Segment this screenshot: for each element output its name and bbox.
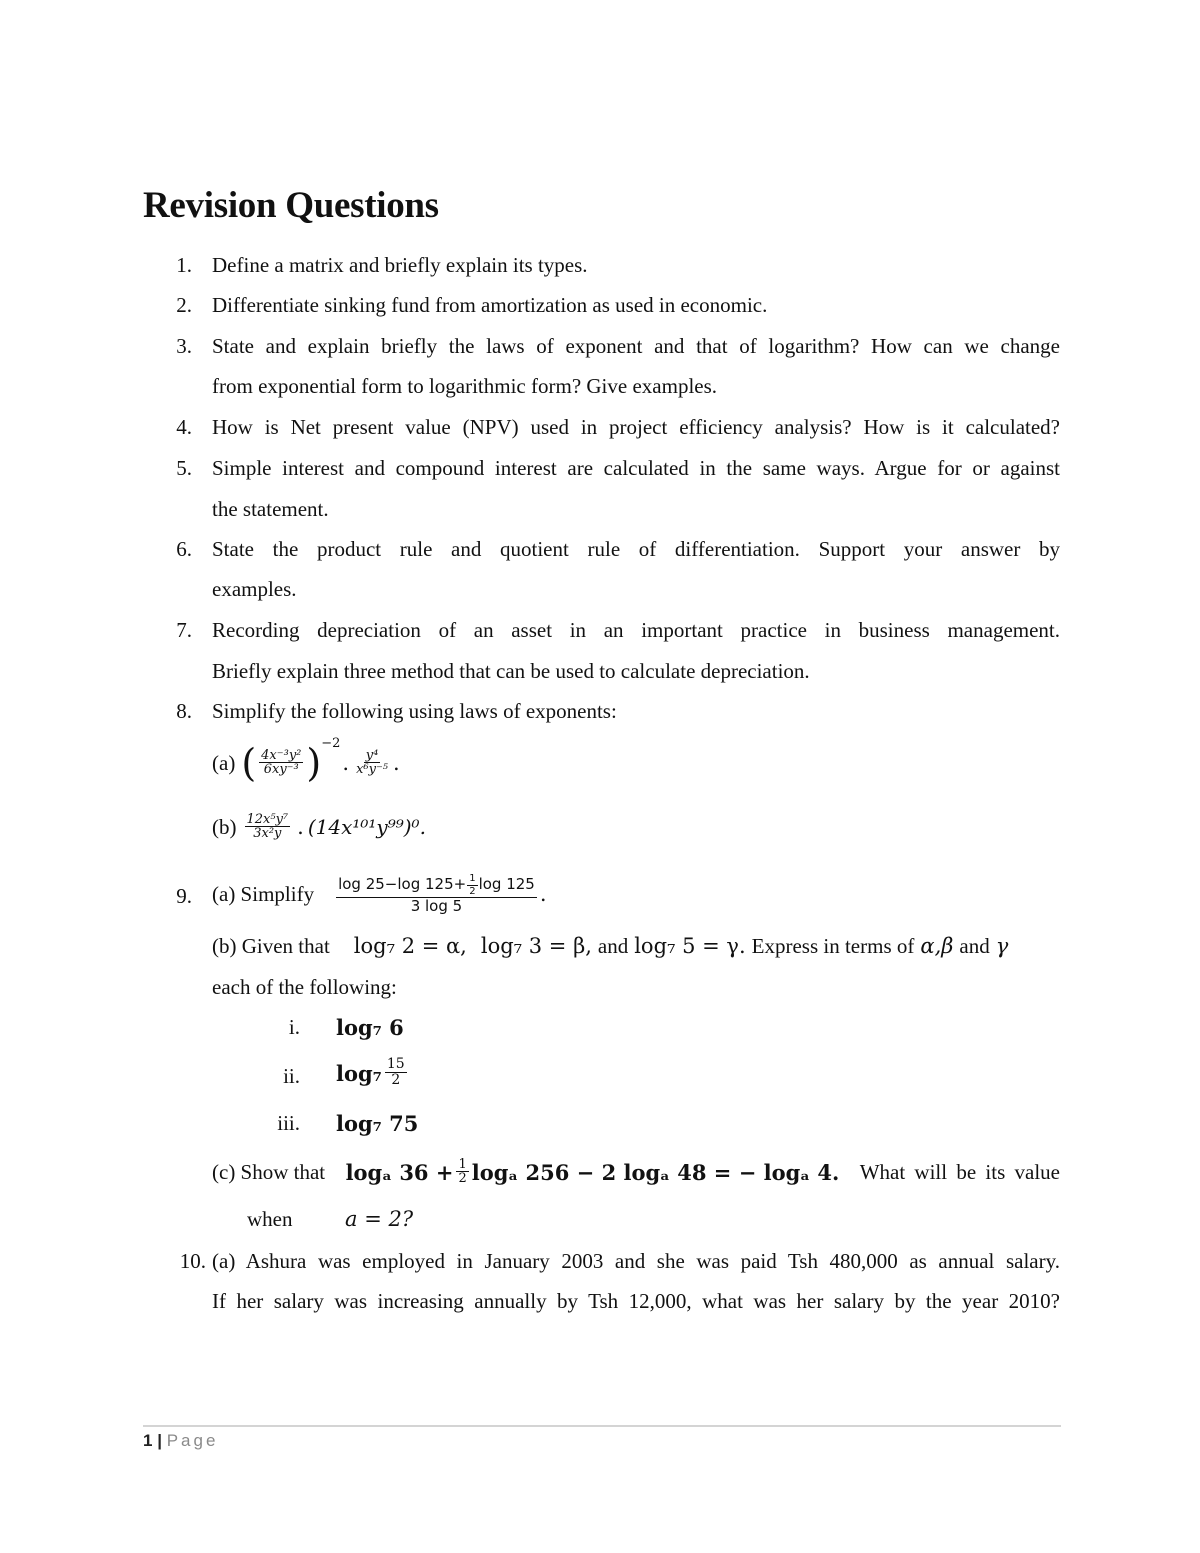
equation — [346, 1158, 840, 1187]
numerator: 15 — [386, 1056, 405, 1073]
numerator — [336, 874, 537, 898]
page-number: 1 — [143, 1431, 153, 1450]
expression: (14x¹⁰¹y⁹⁹)⁰. — [307, 815, 426, 839]
separator: | — [157, 1431, 162, 1450]
denominator: 2 — [458, 1171, 467, 1187]
part-label: (b) Given that — [212, 934, 330, 958]
text: What will be its value — [859, 1159, 1060, 1184]
expression-8b — [212, 802, 426, 852]
dot-operator: . — [297, 815, 304, 839]
denominator: 2 — [469, 885, 476, 897]
question-number: 9. — [176, 884, 192, 908]
left-paren: ( — [241, 741, 257, 785]
question-number: 8. — [176, 699, 192, 723]
roman-label: iii. — [277, 1111, 300, 1135]
fraction — [245, 813, 291, 842]
equation: log₇ 2 = α, — [353, 934, 467, 958]
question-text: Differentiate sinking fund from amortization as used in economic. — [212, 293, 768, 317]
numerator: 1 — [458, 1156, 467, 1172]
denominator: 3x²y — [253, 826, 282, 842]
numerator: 4x⁻³y² — [261, 747, 302, 763]
numerator: 12x⁵y⁷ — [246, 811, 289, 827]
text: Express in terms of — [751, 934, 915, 958]
page-footer — [143, 1431, 218, 1451]
question-text: each of the following: — [212, 975, 397, 999]
question-text: Simplify the following using laws of exponents: — [212, 699, 617, 723]
question-number: 5. — [176, 456, 192, 480]
right-paren: ) — [306, 741, 322, 785]
part-label: (b) — [212, 814, 237, 839]
question-text: from exponential form to logarithmic form? Give examples. — [212, 374, 718, 398]
question-number: 4. — [176, 415, 192, 439]
log-expression: log₇ 75 — [336, 1111, 419, 1136]
period: . — [393, 751, 400, 775]
numerator: y⁴ — [365, 747, 379, 763]
fraction — [385, 1057, 407, 1088]
equation-part: logₐ 36 + — [345, 1159, 454, 1185]
question-text: Recording depreciation of an asset in an important practice in business management. — [212, 618, 1060, 642]
part-label: (c) Show that — [212, 1159, 326, 1184]
question-text: State the product rule and quotient rule of differentiation. Support your answer by — [212, 537, 1060, 561]
numerator-part: log 25−log 125+ — [338, 875, 467, 894]
expression-9b — [212, 934, 1008, 959]
equation: log₇ 3 = β, — [480, 934, 592, 958]
question-text: If her salary was increasing annually by Tsh 12,000, what was her salary by the year 2010? — [212, 1289, 1060, 1313]
question-text: Simple interest and compound interest are calculated in the same ways. Argue for or against — [212, 456, 1060, 480]
greek-letter: γ — [995, 934, 1009, 958]
fraction — [336, 874, 537, 914]
question-number: 3. — [176, 334, 192, 358]
text: when — [247, 1207, 293, 1231]
question-text: the statement. — [212, 497, 329, 521]
equation-part: logₐ 256 − 2 logₐ 48 = − logₐ 4. — [471, 1159, 840, 1185]
question-text: (a) Ashura was employed in January 2003 and she was paid Tsh 480,000 as annual salary. — [212, 1249, 1060, 1273]
expression-9c — [212, 1150, 1060, 1194]
denominator: 6xy⁻³ — [263, 762, 299, 778]
text: and — [597, 934, 629, 958]
half-fraction — [456, 1158, 468, 1187]
question-text: Define a matrix and briefly explain its types. — [212, 253, 588, 277]
question-number: 1. — [176, 253, 192, 277]
question-number: 7. — [176, 618, 192, 642]
question-text: How is Net present value (NPV) used in project efficiency analysis? How is it calculated? — [212, 415, 1060, 439]
question-number: 10. — [179, 1249, 206, 1273]
question-number: 6. — [176, 537, 192, 561]
exponent: −2 — [321, 736, 341, 751]
footer-divider — [143, 1425, 1061, 1427]
question-number: 2. — [176, 293, 192, 317]
part-label: (a) — [212, 750, 236, 775]
log-expression — [336, 1050, 410, 1096]
log-expression: log₇ 6 — [336, 1015, 404, 1040]
numerator-part: log 125 — [478, 875, 535, 894]
denominator: x⁶y⁻⁵ — [356, 762, 389, 778]
question-text: Briefly explain three method that can be used to calculate depreciation. — [212, 659, 810, 683]
roman-label: i. — [288, 1015, 300, 1039]
greek-letters: α,β — [920, 934, 954, 958]
page-label: Page — [166, 1431, 219, 1450]
text: and — [959, 934, 990, 958]
log-base: log₇ — [336, 1060, 382, 1086]
question-text: State and explain briefly the laws of exponent and that of logarithm? How can we change — [212, 334, 1060, 358]
fraction — [259, 749, 303, 778]
equation: a = 2? — [345, 1207, 414, 1231]
expression-8a — [212, 738, 400, 788]
denominator: 3 log 5 — [410, 896, 463, 915]
expression-9a — [212, 866, 547, 922]
period: . — [539, 882, 547, 906]
numerator: 1 — [469, 873, 476, 884]
question-text: examples. — [212, 577, 297, 601]
denominator: 2 — [391, 1072, 401, 1089]
fraction — [354, 749, 390, 778]
equation: log₇ 5 = γ. — [634, 934, 746, 958]
part-label: (a) Simplify — [212, 881, 315, 906]
roman-label: ii. — [283, 1064, 300, 1088]
dot-operator: . — [342, 751, 350, 775]
page-title: Revision Questions — [143, 185, 439, 226]
half-fraction — [467, 874, 477, 897]
